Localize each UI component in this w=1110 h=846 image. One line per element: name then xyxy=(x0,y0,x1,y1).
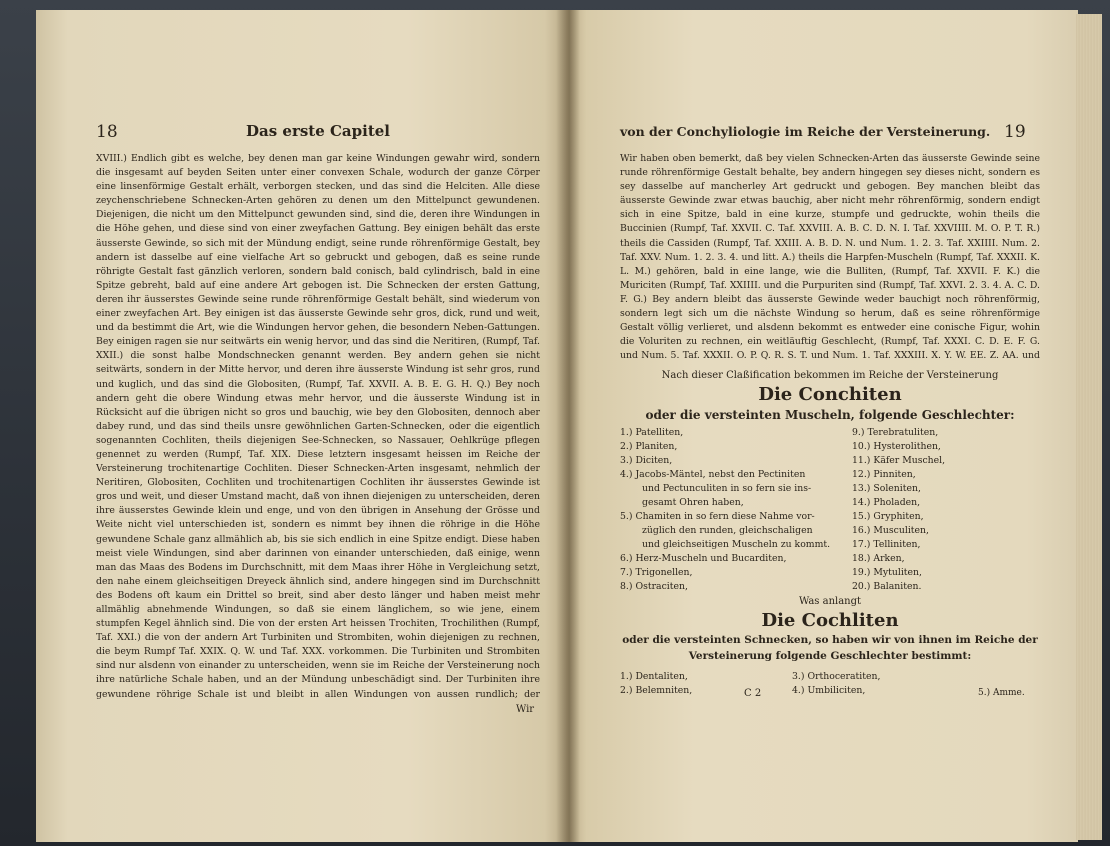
heading-conchiten: Die Conchiten xyxy=(758,384,902,405)
list-item: 5.) Chamiten in so fern diese Nahme vor- xyxy=(620,511,815,522)
list-item: 8.) Ostraciten, xyxy=(620,581,688,592)
list-item: 10.) Hysterolithen, xyxy=(852,441,941,452)
subheading-cochliten-line1: oder die versteinten Schnecken, so haben wir von ihnen im Reiche der xyxy=(622,634,1038,646)
list-item: gesamt Ohren haben, xyxy=(642,497,744,508)
list-item: züglich den runden, gleichschaligen xyxy=(642,525,813,536)
list-item: 1.) Dentaliten, xyxy=(620,671,688,682)
conchiten-list-left xyxy=(620,426,840,594)
page-edges xyxy=(1076,14,1102,840)
was-anlangt: Was anlangt xyxy=(798,596,862,607)
cochliten-list-col2 xyxy=(792,670,942,698)
signature-mark: C 2 xyxy=(744,688,762,699)
list-item: 20.) Balaniten. xyxy=(852,581,922,592)
list-item: 18.) Arken, xyxy=(852,553,905,564)
left-running-header xyxy=(96,122,540,148)
list-item: 2.) Planiten, xyxy=(620,441,678,452)
list-item: 13.) Soleniten, xyxy=(852,483,921,494)
list-item: 19.) Mytuliten, xyxy=(852,567,922,578)
left-catchword: Wir xyxy=(516,704,535,715)
list-item: und Pectunculiten in so fern sie ins- xyxy=(642,483,812,494)
list-item: 9.) Terebratuliten, xyxy=(852,427,939,438)
right-body-text: Wir haben oben bemerkt, daß bey vielen Schnecken-Arten das äusserste Gewinde seine runde röhrenförmige Gestalt behalte, bey andern hingegen sey dieses nicht, sondern es sey dasselbe auf mancherley Art gedruckt und gebogen. Bey manchen bleibt das äusserste Gewinde zwar etwas bauchig, aber nicht mehr röhrenförmig, sondern endigt sich in eine Spitze, bald in eine kurze, stumpfe und gedruckte, wohin theils die Buccinien (Rumpf, Taf. XXVII. C. Taf. XXVIII. A. B. C. D. N. I. Taf. XXVIIII. M. O. P. T. R.) theils die Cassiden (Rumpf, Taf. XXIII. A. B. D. N. und Num. 1. 2. 3. Taf. XXIIII. Num. 2. Taf. XXV. Num. 1. 2. 3. 4. und litt. A.) theils die Harpfen-Muscheln (Rumpf, Taf. XXXII. K. L. M.) gehören, bald in eine lange, wie die Bulliten, (Rumpf, Taf. XXVII. F. K.) die Muriciten (Rumpf, Taf. XXIIII. und die Purpuriten sind (Rumpf, Taf. XXVI. 2. 3. 4. A. C. D. F. G.) Bey andern bleibt das äusserste Gewinde weder bauchigt noch röhrenförmig, sondern legt sich um die nächste Windung so herum, daß es seine röhrenförmige Gestalt völlig verlieret, und alsdenn bekommt es entweder eine conische Figur, wohin die Voluriten zu rechnen, ein weitläuftig Geschlecht, (Rumpf, Taf. XXXI. C. D. E. F. G. und Num. 5. Taf. XXXII. O. P. Q. R. S. T. und Num. 1. Taf. XXXIII. X. Y. W. EE. Z. AA. und xyxy=(620,153,1040,362)
list-item: 4.) Jacobs-Mäntel, nebst den Pectiniten xyxy=(620,469,806,480)
classification-line: Nach dieser Claßification bekommen im Reiche der Versteinerung xyxy=(661,370,999,381)
left-running-head: Das erste Capitel xyxy=(246,122,390,140)
book-gutter xyxy=(556,10,580,842)
right-running-head: von der Conchyliologie im Reiche der Versteinerung. xyxy=(620,124,991,139)
list-item: 14.) Pholaden, xyxy=(852,497,921,508)
right-page xyxy=(566,10,1078,842)
list-item: 1.) Patelliten, xyxy=(620,427,684,438)
list-item: 12.) Pinniten, xyxy=(852,469,916,480)
list-item: 6.) Herz-Muscheln und Bucarditen, xyxy=(620,553,787,564)
right-catchword: 5.) Amme. xyxy=(978,688,1025,698)
left-page xyxy=(36,10,566,842)
list-item: 3.) Orthoceratiten, xyxy=(792,671,881,682)
conchiten-list-right xyxy=(852,426,1032,594)
subheading-cochliten-line2: Versteinerung folgende Geschlechter bestimmt: xyxy=(688,650,972,662)
heading-cochliten: Die Cochliten xyxy=(761,610,899,631)
list-item: 2.) Belemniten, xyxy=(620,685,693,696)
subheading-conchiten: oder die versteinten Muscheln, folgende Geschlechter: xyxy=(645,408,1015,422)
list-item: 4.) Umbiliciten, xyxy=(792,685,866,696)
list-item: 17.) Telliniten, xyxy=(852,539,921,550)
list-item: 11.) Käfer Muschel, xyxy=(852,455,946,466)
left-page-number: 18 xyxy=(96,122,118,142)
list-item: 15.) Gryphiten, xyxy=(852,511,924,522)
list-item: 7.) Trigonellen, xyxy=(620,567,693,578)
list-item: und gleichseitigen Muscheln zu kommt. xyxy=(642,539,831,550)
left-body-text: XVIII.) Endlich gibt es welche, bey denen man gar keine Windungen gewahr wird, sondern die insgesamt auf beyden Seiten unter einer convexen Schale, wodurch der ganze Cörper eine linsenförmige Gestalt erhält, verborgen stecken, und das sind die Helciten. Alle diese zeychenschriebene Schnecken-Arten gehören zu denen um den Mittelpunct gewundenen. Diejenigen, die nicht um den Mittelpunct gewunden sind, sind die, deren ihre Windungen in die Höhe gehen, und diese sind von einer zweyfachen Gattung. Bey einigen behält das erste äusserste Gewinde, so sich mit der Mündung endigt, seine runde röhrenförmige Gestalt, bey andern ist dasselbe auf eine vielfache Art so gebruckt und gebogen, daß es seine runde röhrigte Gestalt fast gänzlich verloren, sondern bald conisch, bald cylindrisch, bald in eine Spitze gebreht, bald auf eine andere Art gebogen ist. Die Schnecken der ersten Gattung, deren ihr äusserstes Gewinde seine runde röhrenförmige Gestalt behält, sind wiederum von einer zweyfachen Art. Bey einigen ist das äusserste Gewinde sehr gros, dick, rund und weit, und da bestimmt die Art, wie die Windungen hervor gehen, die besondern Neben-Gattungen. Bey einigen ragen sie nur seitwärts ein wenig hervor, und das sind die Neritiren, (Rumpf, Taf. XXII.) die sonst halbe Mondschnecken genannt werden. Bey andern gehen sie nicht seitwärts, sondern in der Mitte hervor, und deren ihre äusserste Windung ist sehr gros, rund und kuglich, und das sind die Globositen, (Rumpf, Taf. XXVII. A. B. E. G. H. Q.) Bey noch andern geht die obere Windung etwas mehr hervor, und die äusserste Windung ist in Rücksicht auf die übrigen nicht so gros und bauchig, wie bey den Globositen, dennoch aber dabey rund, und das sind theils unsre gewöhnlichen Garten-Schnecken, oder die eigentlich sogenannten Cochliten, theils diejenigen See-Schnecken, so Nassauer, Oehlkrüge pflegen genennet zu werden (Rumpf, Taf. XIX. Diese letztern insgesamt heissen im Reiche der Versteinerung trochitenartige Cochliten. Dieser Schnecken-Arten insgesamt, nehmlich der Neritiren, Globositen, Cochliten und trochitenartigen Cochliten ihr äusserstes Gewinde ist gros und weit, und dieser Umstand macht, daß von ihnen diejenigen zu unterscheiden, deren ihre äusserstes Gewinde klein und enge, und von den übrigen in Ansehung der Grösse und Weite nicht viel unterschieden ist, sondern es nimmt bey ihnen die röhrige in die Höhe gewundene Schale ganz allmählich ab, bis sie sich endlich in eine Spitze endigt. Diese haben meist viele Windungen, sind aber darinnen von einander unterschieden, daß einige, wenn man das Maas des Bodens im Durchschnitt, mit dem Maas ihrer Höhe in Vergleichung setzt, den nahe einem gleichseitigen Dreyeck ähnlich sind, andere hingegen sind im Durchschnitt des Bodens oft kaum ein Drittel so breit, sind aber desto länger und haben meist mehr allmählig abnehmende Windungen, so daß sie einem länglichem, so wie jene, einem stumpfen Kegel ähnlich sind. Die von der ersten Art heissen Trochiten, Trochilithen (Rumpf, Taf. XXI.) die von der andern Art Turbiniten und Strombiten, wohin diejenigen zu rechnen, die beym Rumpf Taf. XXIX. Q. W. und Taf. XXX. vorkommen. Die Turbiniten und Strombiten sind nur alsdenn von einander zu unterscheiden, wenn sie im Reiche der Versteinerung noch ihre natürliche Schale haben, und an der Mündung unbeschädigt sind. Der Turbiniten ihre gewundene röhrige Schale ist und bleibt in allen Windungen von aussen rundlich; der xyxy=(96,153,540,700)
list-item: 16.) Musculiten, xyxy=(852,525,929,536)
right-page-number: 19 xyxy=(1004,122,1026,142)
list-item: 3.) Diciten, xyxy=(620,455,673,466)
right-running-header xyxy=(620,122,1050,148)
open-book xyxy=(36,10,1098,842)
